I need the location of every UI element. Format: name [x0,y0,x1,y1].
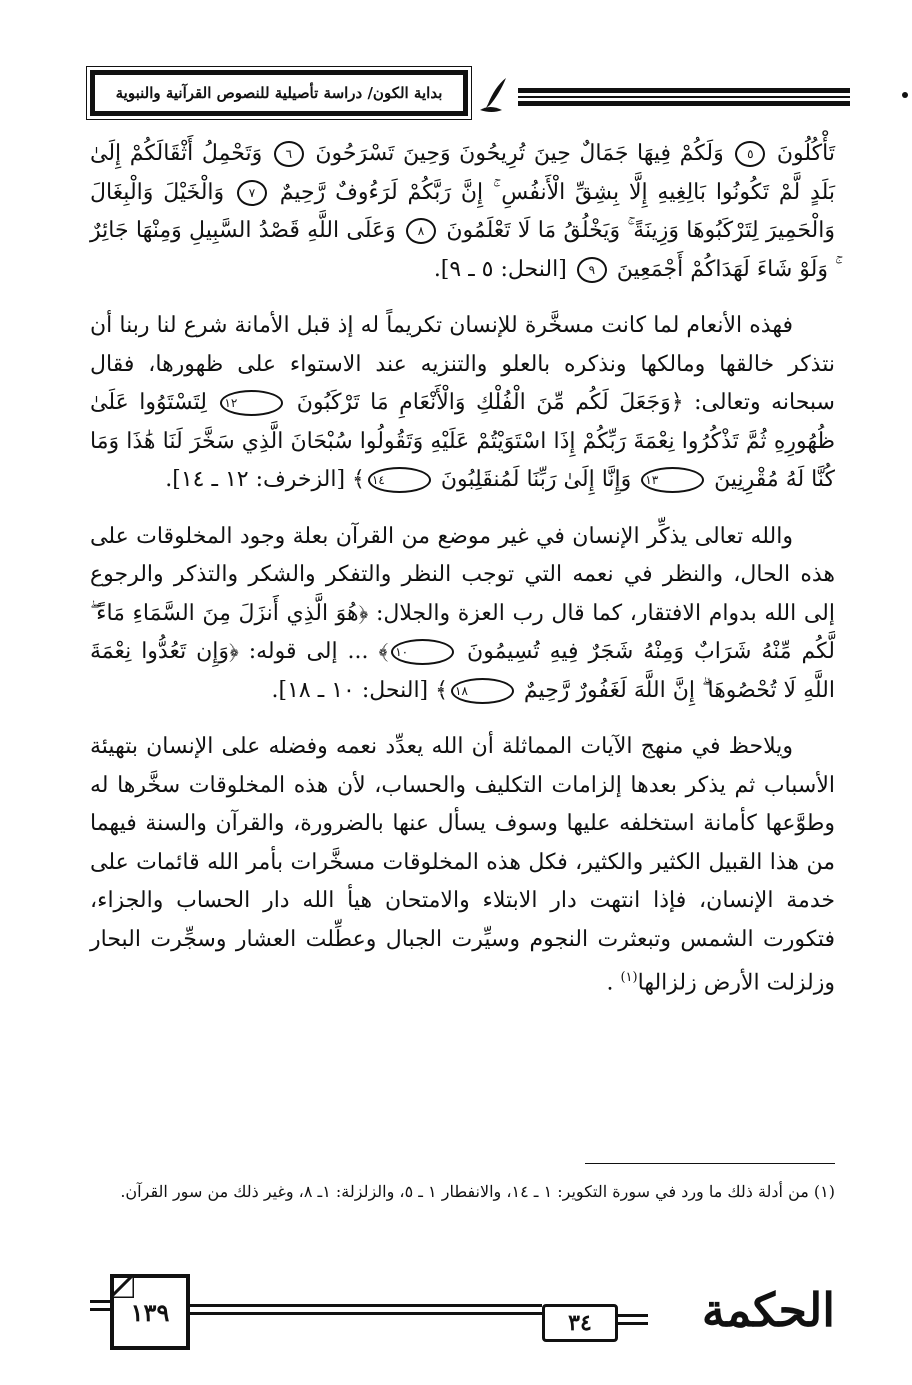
ayah-number-marker: ١٣ [641,467,704,493]
footer-rule-mid-2 [190,1312,542,1315]
footer-rule-left-2 [90,1308,110,1311]
ayah-number-marker: ٩ [577,257,607,283]
footer-rule-right [618,1314,648,1317]
paragraph-2 [90,307,835,500]
ayah-number-marker: ١٨ [451,678,514,704]
paragraph-1 [90,135,835,289]
footnote-rule [585,1163,835,1164]
ayah-number-marker: ١٢ [220,390,283,416]
footnote: (١) من أدلة ذلك ما ورد في سورة التكوير: ١ ـ ١٤، والانفطار ١ ـ ٥، والزلزلة: ١ـ ٨، وغير ذلك من سور القرآن. [120,1182,835,1201]
text-segment: ﴾ [الزخرف: ١٢ ـ ١٤]. [165,467,365,492]
ayah-number-marker: ١٠ [391,639,454,665]
header-dot [902,92,908,98]
text-segment: لِتَسْتَوُوا عَلَىٰ ظُهُورِهِ ثُمَّ تَذْكُرُوا نِعْمَةَ رَبِّكُمْ إِذَا اسْتَوَيْتُمْ عَلَيْهِ وَتَقُولُوا سُبْحَانَ الَّذِي سَخَّرَ لَنَا هَٰذَا وَمَا كُنَّا لَهُ مُقْرِنِينَ [90,390,835,492]
magazine-logo: الحكمة [701,1283,835,1337]
header-title: بداية الكون/ دراسة تأصيلية للنصوص القرآنية والنبوية [115,84,443,102]
paragraph-3 [90,518,835,711]
text-segment: والله تعالى يذكِّر الإنسان في غير موضع من القرآن بعلة وجود المخلوقات على هذه الحال، والنظر في نعمه التي توجب النظر والتفكر والشكر والتذكر والرجوع إلى الله بدوام الافتقار، كما قال رب العزة والجلال: ﴿هُوَ الَّذِي أَنزَلَ مِنَ السَّمَاءِ مَاءً ۖ لَّكُم مِّنْهُ شَرَابٌ وَمِنْهُ شَجَرٌ فِيهِ تُسِيمُونَ [90,523,835,664]
text-segment: . [606,970,621,996]
text-segment: وَالْخَيْلَ وَالْبِغَالَ وَالْحَمِيرَ لِتَرْكَبُوهَا وَزِينَةً ۚ وَيَخْلُقُ مَا لَا تَعْلَمُونَ [90,179,835,243]
ayah-number-marker: ٥ [735,141,765,167]
text-segment: ﴾ ... إلى قوله: ﴿وَإِن تَعُدُّوا نِعْمَةَ اللَّهِ لَا تُحْصُوهَا ۗ إِنَّ اللَّهَ لَغَفُورٌ رَّحِيمٌ [90,639,835,703]
text-segment: فهذه الأنعام لما كانت مسخَّرة للإنسان تكريماً له إذ قبل الأمانة شرع لنا ربنا أن نتذكر خالقها ومالكها ونذكره بالعلو والتنزيه عند الاستواء على ظهورها، فقال سبحانه وتعالى: ﴿وَجَعَلَ لَكُم مِّنَ الْفُلْكِ وَالْأَنْعَامِ مَا تَرْكَبُونَ [90,313,835,415]
ayah-number-marker: ٧ [237,180,267,206]
page-fold-icon [110,1274,134,1298]
running-header [90,70,850,120]
text-segment: ﴾ [النحل: ١٠ ـ ١٨]. [271,677,449,703]
text-segment: وَإِنَّا إِلَىٰ رَبِّنَا لَمُنقَلِبُونَ [433,467,639,492]
footer-rule-mid [190,1304,542,1307]
main-text [90,135,835,1021]
page-number: ١٣٩ [130,1297,170,1327]
footer-rule-left [90,1300,110,1303]
header-rule-lines [518,88,850,109]
quill-pen-icon [476,74,514,114]
footnote-reference: (١) [620,970,638,985]
ayah-number-marker: ١٤ [368,467,431,493]
text-segment: وَلَكُمْ فِيهَا جَمَالٌ حِينَ تُرِيحُونَ وَحِينَ تَسْرَحُونَ [306,141,733,166]
issue-number-box [542,1304,618,1342]
footer-rule-right-2 [618,1322,648,1325]
paragraph-4 [90,728,835,1003]
ayah-number-marker: ٨ [406,218,436,244]
ayah-number-marker: ٦ [274,141,304,167]
text-segment: [النحل: ٥ ـ ٩]. [433,256,574,282]
text-segment: تَأْكُلُونَ [768,141,835,166]
text-segment: ويلاحظ في منهج الآيات المماثلة أن الله يعدِّد نعمه وفضله على الإنسان بتهيئة الأسباب ثم يذكر بعدها إلزامات التكليف والحساب، لأن هذه المخلوقات سخَّرها له وطوَّعها كأمانة استخلفه عليها وسوف يسأل عنها بالضرورة، والقرآن والسنة فيهما من هذا القبيل الكثير والكثير، فكل هذه المخلوقات مسخَّرات بأمر الله قائمات على خدمة الإنسان، فإذا انتهت دار الابتلاء والامتحان هيأ الله دار الحساب والجزاء، فتكورت الشمس وتبعثرت النجوم وسيِّرت الجبال وعطِّلت العشار وسجِّرت البحار وزلزلت الأرض زلزالها [90,734,835,996]
issue-number: ٣٤ [568,1310,592,1336]
header-title-box [90,70,468,116]
page-footer [90,1262,835,1352]
text-segment: وَعَلَى اللَّهِ قَصْدُ السَّبِيلِ وَمِنْهَا جَائِرٌ ۚ وَلَوْ شَاءَ لَهَدَاكُمْ أَجْمَعِينَ [90,218,835,282]
text-segment: وَتَحْمِلُ أَثْقَالَكُمْ إِلَىٰ بَلَدٍ لَّمْ تَكُونُوا بَالِغِيهِ إِلَّا بِشِقِّ الْأَنفُسِ ۚ إِنَّ رَبَّكُمْ لَرَءُوفٌ رَّحِيمٌ [90,141,835,205]
